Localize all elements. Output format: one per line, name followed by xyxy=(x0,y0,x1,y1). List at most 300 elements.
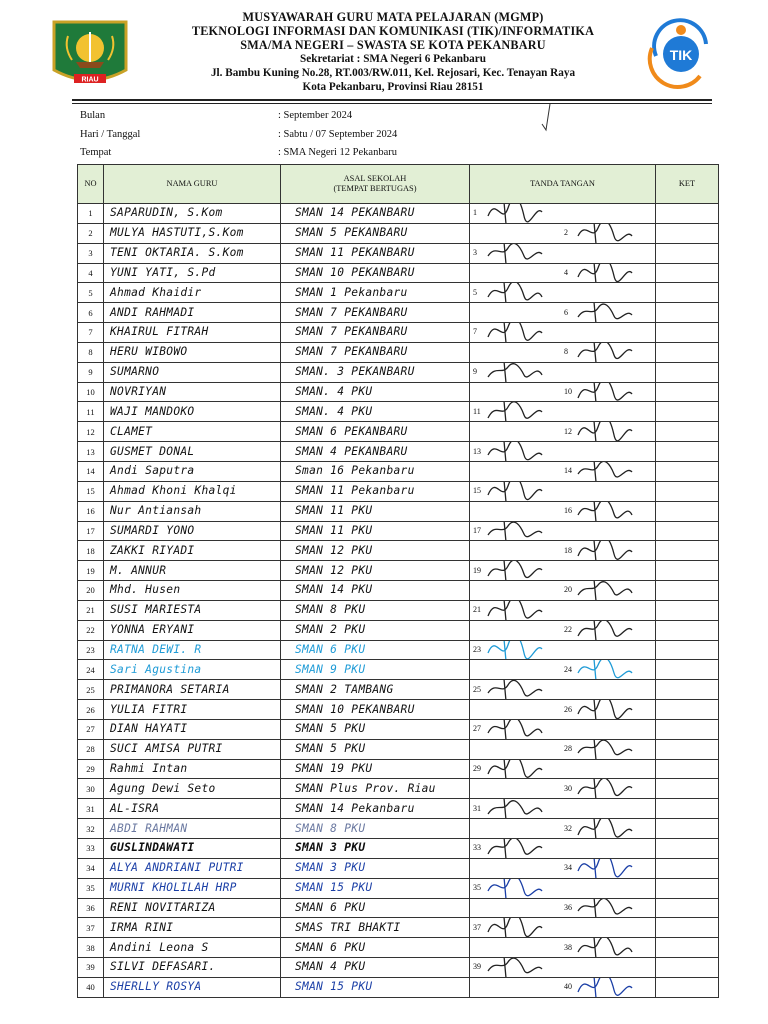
handwritten-signature xyxy=(574,660,634,680)
row-number: 27 xyxy=(78,719,104,739)
handwritten-signature xyxy=(574,620,634,640)
teacher-name: WAJI MANDOKO xyxy=(110,404,195,418)
signature-cell xyxy=(470,481,656,501)
teacher-name-cell xyxy=(104,521,281,541)
remarks-cell xyxy=(656,759,719,779)
signature-cell xyxy=(470,561,656,581)
row-number: 33 xyxy=(78,839,104,859)
signature-area xyxy=(470,720,655,738)
teacher-name: AL-ISRA xyxy=(110,801,160,815)
signature-cell xyxy=(470,581,656,601)
teacher-name-cell xyxy=(104,719,281,739)
signature-cell xyxy=(470,839,656,859)
row-number: 11 xyxy=(78,402,104,422)
remarks-cell xyxy=(656,283,719,303)
teacher-name: TENI OKTARIA. S.Kom xyxy=(110,246,244,260)
teacher-name-cell xyxy=(104,402,281,422)
handwritten-signature xyxy=(574,223,634,243)
handwritten-signature xyxy=(484,204,544,224)
table-row xyxy=(78,640,719,660)
teacher-name: MURNI KHOLILAH HRP xyxy=(110,881,237,895)
handwritten-signature xyxy=(574,303,634,323)
signature-cell xyxy=(470,759,656,779)
remarks-cell xyxy=(656,799,719,819)
signature-cell xyxy=(470,700,656,720)
teacher-name-cell xyxy=(104,898,281,918)
signature-cell xyxy=(470,660,656,680)
teacher-name-cell xyxy=(104,561,281,581)
teacher-name: Ahmad Khoni Khalqi xyxy=(110,484,237,498)
school-name: SMAN 11 PKU xyxy=(295,523,373,537)
table-row xyxy=(78,719,719,739)
address-street: Jl. Bambu Kuning No.28, RT.003/RW.011, Kel. Rejosari, Kec. Tenayan Raya xyxy=(210,67,576,79)
meeting-month-row: Bulan : September 2024 xyxy=(80,110,353,121)
row-number: 32 xyxy=(78,819,104,839)
handwritten-signature xyxy=(484,958,544,978)
remarks-cell xyxy=(656,700,719,720)
row-number: 35 xyxy=(78,878,104,898)
school-name: SMAN 6 PKU xyxy=(295,642,366,656)
teacher-name-cell xyxy=(104,938,281,958)
handwritten-signature xyxy=(484,442,544,462)
attendance-rows xyxy=(78,204,719,998)
school-cell xyxy=(281,223,470,243)
signature-number: 18 xyxy=(564,545,572,555)
table-row xyxy=(78,600,719,620)
table-row xyxy=(78,958,719,978)
school-cell xyxy=(281,620,470,640)
row-number: 24 xyxy=(78,660,104,680)
table-row xyxy=(78,680,719,700)
school-cell xyxy=(281,958,470,978)
school-name: SMAN 7 PEKANBARU xyxy=(295,325,408,339)
remarks-cell xyxy=(656,680,719,700)
signature-number: 40 xyxy=(564,982,572,992)
school-name: SMAN 2 TAMBANG xyxy=(295,682,394,696)
school-cell xyxy=(281,501,470,521)
signature-number: 4 xyxy=(564,267,568,277)
table-row xyxy=(78,779,719,799)
signature-area xyxy=(470,443,655,461)
remarks-cell xyxy=(656,878,719,898)
teacher-name: Rahmi Intan xyxy=(110,762,188,776)
row-number: 10 xyxy=(78,382,104,402)
signature-cell xyxy=(470,640,656,660)
col-header-name: NAMA GURU xyxy=(104,165,281,204)
teacher-name-cell xyxy=(104,501,281,521)
handwritten-signature xyxy=(574,739,634,759)
school-name: SMAN 11 PKU xyxy=(295,504,373,518)
handwritten-signature xyxy=(484,481,544,501)
handwritten-signature xyxy=(574,263,634,283)
school-name: SMAN 8 PKU xyxy=(295,603,366,617)
signature-number: 26 xyxy=(564,704,572,714)
handwritten-signature xyxy=(484,759,544,779)
school-cell xyxy=(281,858,470,878)
table-row xyxy=(78,402,719,422)
table-row xyxy=(78,521,719,541)
signature-number: 35 xyxy=(473,883,481,893)
row-number: 14 xyxy=(78,461,104,481)
meeting-date-row: Hari / Tanggal : Sabtu / 07 September 2024 xyxy=(80,128,398,140)
signature-area xyxy=(470,939,655,957)
teacher-name-cell xyxy=(104,263,281,283)
teacher-name: Mhd. Husen xyxy=(110,583,181,597)
school-name: SMAN. 3 PEKANBARU xyxy=(295,365,415,379)
signature-cell xyxy=(470,858,656,878)
teacher-name: GUSLINDAWATI xyxy=(110,841,195,855)
row-number: 19 xyxy=(78,561,104,581)
teacher-name: NOVRIYAN xyxy=(110,385,167,399)
school-cell xyxy=(281,640,470,660)
remarks-cell xyxy=(656,958,719,978)
table-row xyxy=(78,422,719,442)
signature-number: 2 xyxy=(564,228,568,238)
remarks-cell xyxy=(656,362,719,382)
school-name: SMAN 5 PEKANBARU xyxy=(295,226,408,240)
signature-cell xyxy=(470,600,656,620)
teacher-name-cell xyxy=(104,839,281,859)
handwritten-signature xyxy=(484,561,544,581)
table-row xyxy=(78,819,719,839)
teacher-name: SUMARNO xyxy=(110,365,160,379)
table-row xyxy=(78,898,719,918)
meeting-info xyxy=(80,110,500,166)
handwritten-signature xyxy=(484,402,544,422)
table-row xyxy=(78,759,719,779)
signature-number: 1 xyxy=(473,208,477,218)
svg-text:RIAU: RIAU xyxy=(81,76,99,84)
svg-text:TIK: TIK xyxy=(669,47,693,63)
teacher-name-cell xyxy=(104,799,281,819)
school-name: SMAN 10 PEKANBARU xyxy=(295,265,415,279)
col-header-school: ASAL SEKOLAH (TEMPAT BERTUGAS) xyxy=(281,165,470,204)
signature-area xyxy=(470,701,655,719)
signature-number: 38 xyxy=(564,942,572,952)
signature-number: 39 xyxy=(473,962,481,972)
handwritten-signature xyxy=(574,541,634,561)
school-name: SMAN 4 PEKANBARU xyxy=(295,444,408,458)
org-name: MUSYAWARAH GURU MATA PELAJARAN (MGMP) xyxy=(242,10,544,24)
teacher-name-cell xyxy=(104,660,281,680)
signature-cell xyxy=(470,819,656,839)
teacher-name: RATNA DEWI. R xyxy=(110,642,202,656)
table-row xyxy=(78,700,719,720)
school-cell xyxy=(281,382,470,402)
school-name: SMAN 11 PEKANBARU xyxy=(295,246,415,260)
signature-area xyxy=(470,323,655,341)
handwritten-signature xyxy=(484,918,544,938)
row-number: 13 xyxy=(78,442,104,462)
school-cell xyxy=(281,263,470,283)
signature-cell xyxy=(470,461,656,481)
signature-number: 11 xyxy=(473,406,481,416)
school-name: SMAN. 4 PKU xyxy=(295,404,373,418)
signature-cell xyxy=(470,977,656,997)
col-header-ket: KET xyxy=(656,165,719,204)
signature-number: 21 xyxy=(473,605,481,615)
signature-number: 19 xyxy=(473,565,481,575)
teacher-name: Ahmad Khaidir xyxy=(110,285,202,299)
signature-number: 28 xyxy=(564,744,572,754)
teacher-name-cell xyxy=(104,958,281,978)
row-number: 26 xyxy=(78,700,104,720)
row-number: 3 xyxy=(78,243,104,263)
riau-province-emblem-icon xyxy=(44,18,136,90)
signature-number: 17 xyxy=(473,525,481,535)
teacher-name-cell xyxy=(104,680,281,700)
tik-logo-icon xyxy=(646,16,716,90)
school-name: SMAN 12 PKU xyxy=(295,563,373,577)
remarks-cell xyxy=(656,323,719,343)
row-number: 7 xyxy=(78,323,104,343)
signature-number: 30 xyxy=(564,783,572,793)
handwritten-signature xyxy=(574,779,634,799)
table-row xyxy=(78,660,719,680)
table-row xyxy=(78,839,719,859)
signature-cell xyxy=(470,362,656,382)
remarks-cell xyxy=(656,839,719,859)
signature-cell xyxy=(470,719,656,739)
remarks-cell xyxy=(656,442,719,462)
row-number: 1 xyxy=(78,204,104,224)
teacher-name: ZAKKI RIYADI xyxy=(110,543,195,557)
table-row xyxy=(78,878,719,898)
remarks-cell xyxy=(656,938,719,958)
teacher-name: Sari Agustina xyxy=(110,662,202,676)
signature-cell xyxy=(470,739,656,759)
teacher-name: IRMA RINI xyxy=(110,920,174,934)
school-name: SMAN 6 PKU xyxy=(295,940,366,954)
teacher-name: SUSI MARIESTA xyxy=(110,603,202,617)
remarks-cell xyxy=(656,620,719,640)
signature-area xyxy=(470,958,655,976)
signature-number: 22 xyxy=(564,625,572,635)
signature-number: 3 xyxy=(473,248,477,258)
table-row xyxy=(78,561,719,581)
remarks-cell xyxy=(656,581,719,601)
teacher-name: SAPARUDIN, S.Kom xyxy=(110,206,223,220)
signature-number: 20 xyxy=(564,585,572,595)
school-cell xyxy=(281,759,470,779)
teacher-name: CLAMET xyxy=(110,424,153,438)
remarks-cell xyxy=(656,858,719,878)
school-cell xyxy=(281,600,470,620)
row-number: 38 xyxy=(78,938,104,958)
table-row xyxy=(78,263,719,283)
signature-cell xyxy=(470,442,656,462)
letterhead xyxy=(0,0,768,104)
attendance-table xyxy=(77,164,719,998)
school-name: SMAN 7 PEKANBARU xyxy=(295,345,408,359)
school-cell xyxy=(281,561,470,581)
signature-area xyxy=(470,244,655,262)
signature-cell xyxy=(470,541,656,561)
signature-cell xyxy=(470,501,656,521)
remarks-cell xyxy=(656,243,719,263)
teacher-name: YULIA FITRI xyxy=(110,702,188,716)
school-cell xyxy=(281,243,470,263)
school-name: SMAN 3 PKU xyxy=(295,841,366,855)
remarks-cell xyxy=(656,521,719,541)
signature-cell xyxy=(470,620,656,640)
signature-number: 25 xyxy=(473,684,481,694)
school-name: SMAN 4 PKU xyxy=(295,960,366,974)
teacher-name: RENI NOVITARIZA xyxy=(110,900,216,914)
pen-mark-icon xyxy=(536,100,558,140)
teacher-name: PRIMANORA SETARIA xyxy=(110,682,230,696)
row-number: 36 xyxy=(78,898,104,918)
handwritten-signature xyxy=(574,977,634,997)
teacher-name: HERU WIBOWO xyxy=(110,345,188,359)
school-cell xyxy=(281,461,470,481)
school-cell xyxy=(281,938,470,958)
school-name: SMAN 6 PEKANBARU xyxy=(295,424,408,438)
signature-number: 9 xyxy=(473,367,477,377)
row-number: 12 xyxy=(78,422,104,442)
teacher-name-cell xyxy=(104,422,281,442)
table-row xyxy=(78,938,719,958)
signature-area xyxy=(470,740,655,758)
table-row xyxy=(78,620,719,640)
signature-area xyxy=(470,760,655,778)
table-row xyxy=(78,362,719,382)
school-cell xyxy=(281,521,470,541)
col-header-no: NO xyxy=(78,165,104,204)
signature-cell xyxy=(470,799,656,819)
handwritten-signature xyxy=(574,819,634,839)
signature-area xyxy=(470,403,655,421)
signature-area xyxy=(470,780,655,798)
teacher-name: SHERLLY ROSYA xyxy=(110,980,202,994)
meeting-place-row: Tempat : SMA Negeri 12 Pekanbaru xyxy=(80,147,397,158)
table-row xyxy=(78,283,719,303)
signature-area xyxy=(470,581,655,599)
school-name: SMAN 6 PKU xyxy=(295,900,366,914)
school-name: SMAN 3 PKU xyxy=(295,861,366,875)
table-row xyxy=(78,461,719,481)
school-cell xyxy=(281,739,470,759)
signature-cell xyxy=(470,938,656,958)
school-cell xyxy=(281,660,470,680)
signature-number: 6 xyxy=(564,307,568,317)
teacher-name-cell xyxy=(104,382,281,402)
school-name: SMAN 5 PKU xyxy=(295,742,366,756)
signature-area xyxy=(470,681,655,699)
teacher-name-cell xyxy=(104,461,281,481)
school-cell xyxy=(281,799,470,819)
row-number: 2 xyxy=(78,223,104,243)
teacher-name: SUCI AMISA PUTRI xyxy=(110,742,223,756)
teacher-name: Nur Antiansah xyxy=(110,504,202,518)
school-cell xyxy=(281,680,470,700)
signature-number: 24 xyxy=(564,664,572,674)
school-name: SMAN 5 PKU xyxy=(295,722,366,736)
handwritten-signature xyxy=(484,323,544,343)
signature-cell xyxy=(470,898,656,918)
school-name: SMAN 1 Pekanbaru xyxy=(295,285,408,299)
signature-cell xyxy=(470,243,656,263)
row-number: 34 xyxy=(78,858,104,878)
remarks-cell xyxy=(656,779,719,799)
signature-number: 13 xyxy=(473,446,481,456)
table-row xyxy=(78,541,719,561)
signature-area xyxy=(470,661,655,679)
teacher-name: YONNA ERYANI xyxy=(110,623,195,637)
remarks-cell xyxy=(656,600,719,620)
teacher-name: MULYA HASTUTI,S.Kom xyxy=(110,226,244,240)
remarks-cell xyxy=(656,501,719,521)
signature-area xyxy=(470,343,655,361)
school-name: SMAN 8 PKU xyxy=(295,821,366,835)
handwritten-signature xyxy=(484,799,544,819)
signature-cell xyxy=(470,402,656,422)
school-name: Sman 16 Pekanbaru xyxy=(295,464,415,478)
school-cell xyxy=(281,878,470,898)
teacher-name: GUSMET DONAL xyxy=(110,444,195,458)
teacher-name-cell xyxy=(104,481,281,501)
remarks-cell xyxy=(656,303,719,323)
signature-area xyxy=(470,621,655,639)
col-header-signature: TANDA TANGAN xyxy=(470,165,656,204)
signature-area xyxy=(470,800,655,818)
school-cell xyxy=(281,700,470,720)
signature-area xyxy=(470,304,655,322)
signature-number: 33 xyxy=(473,843,481,853)
letterhead-rule-thick xyxy=(72,99,712,101)
row-number: 9 xyxy=(78,362,104,382)
teacher-name: ANDI RAHMADI xyxy=(110,305,195,319)
handwritten-signature xyxy=(574,700,634,720)
remarks-cell xyxy=(656,739,719,759)
signature-number: 23 xyxy=(473,644,481,654)
school-cell xyxy=(281,779,470,799)
row-number: 37 xyxy=(78,918,104,938)
signature-number: 5 xyxy=(473,287,477,297)
secretariat: Sekretariat : SMA Negeri 6 Pekanbaru xyxy=(300,53,486,65)
table-row xyxy=(78,581,719,601)
teacher-name-cell xyxy=(104,779,281,799)
signature-number: 32 xyxy=(564,823,572,833)
teacher-name: Andi Saputra xyxy=(110,464,195,478)
teacher-name-cell xyxy=(104,243,281,263)
address-city: Kota Pekanbaru, Provinsi Riau 28151 xyxy=(302,81,484,93)
row-number: 4 xyxy=(78,263,104,283)
signature-number: 15 xyxy=(473,486,481,496)
teacher-name-cell xyxy=(104,204,281,224)
school-cell xyxy=(281,839,470,859)
school-cell xyxy=(281,819,470,839)
school-name: SMAN 7 PEKANBARU xyxy=(295,305,408,319)
teacher-name: DIAN HAYATI xyxy=(110,722,188,736)
teacher-name: SUMARDI YONO xyxy=(110,523,195,537)
table-row xyxy=(78,918,719,938)
handwritten-signature xyxy=(574,422,634,442)
teacher-name-cell xyxy=(104,918,281,938)
signature-number: 29 xyxy=(473,764,481,774)
signature-cell xyxy=(470,680,656,700)
row-number: 5 xyxy=(78,283,104,303)
school-cell xyxy=(281,283,470,303)
teacher-name-cell xyxy=(104,620,281,640)
school-name: SMAN 11 Pekanbaru xyxy=(295,484,415,498)
school-name: SMAS TRI BHAKTI xyxy=(295,920,401,934)
teacher-name: ABDI RAHMAN xyxy=(110,821,188,835)
school-name: SMAN 10 PEKANBARU xyxy=(295,702,415,716)
table-row xyxy=(78,223,719,243)
handwritten-signature xyxy=(484,243,544,263)
school-cell xyxy=(281,481,470,501)
